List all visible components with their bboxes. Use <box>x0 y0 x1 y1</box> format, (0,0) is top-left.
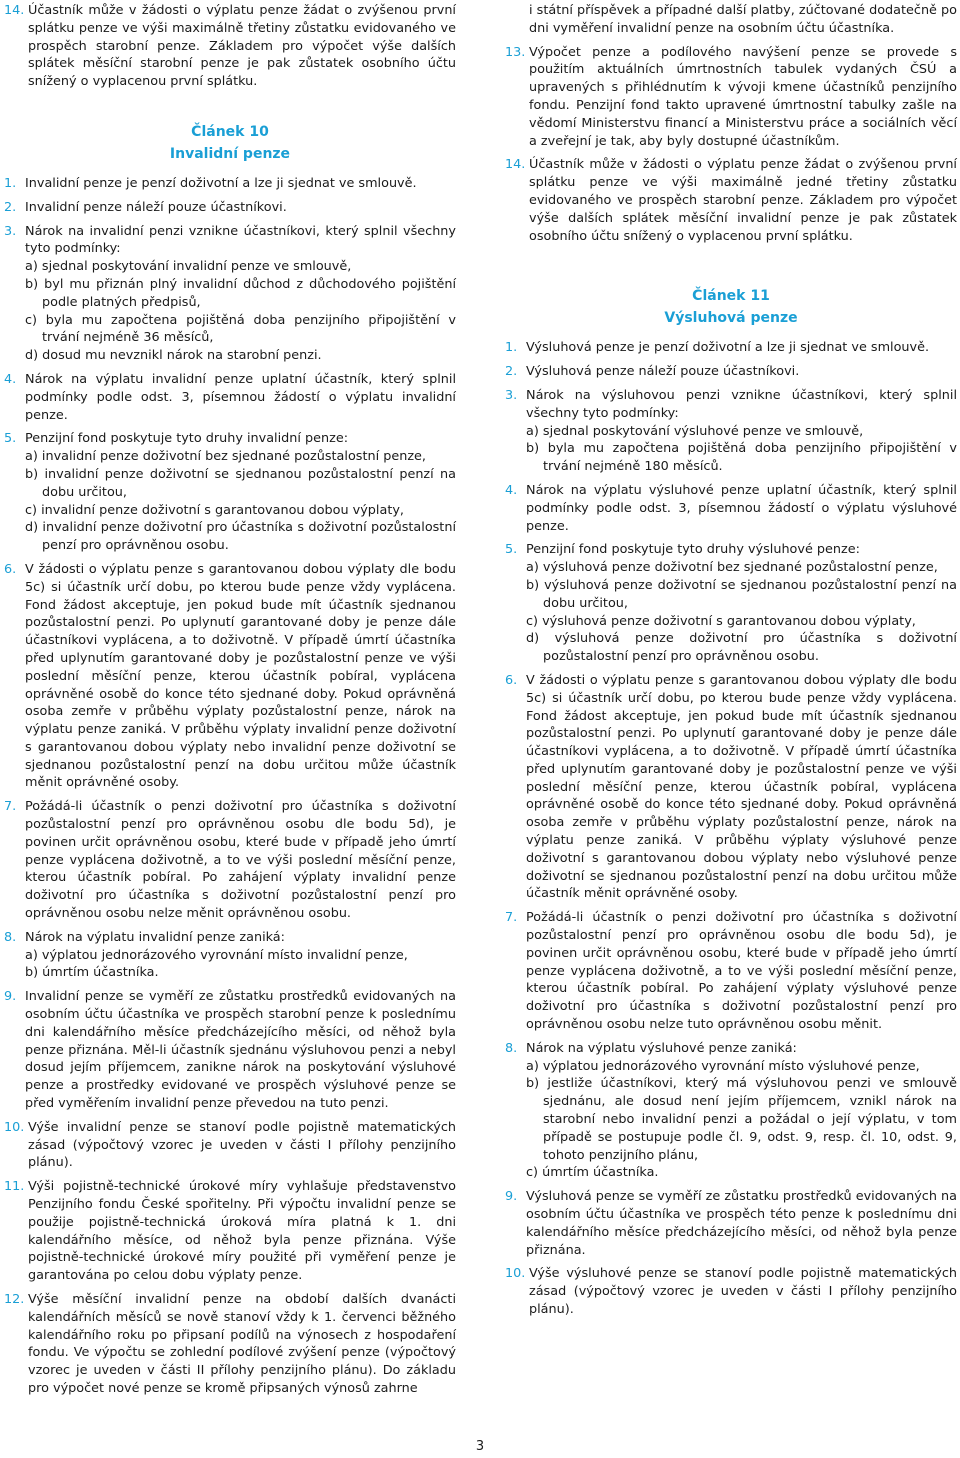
item-text: Účastník může v žádosti o výplatu penze žádat o zvýšenou první splátku penze ve výši maximálně jedné třetiny zůstatku evidovaného ve prospěch starobní penze. Základem pro výpočet výše dalších splátek měsíční invalidní penze je pak zůstatek osobního účtu snížený o vyplacenou první splátku. <box>529 157 957 244</box>
item-lead: Nárok na výplatu invalidní penze zaniká: <box>25 929 285 945</box>
item-number: 5. <box>505 542 518 558</box>
sub-item: d) výsluhová penze doživotní pro účastníka s doživotní pozůstalostní penzí pro oprávněnou osobu. <box>526 631 957 665</box>
paragraph-14-continued <box>4 2 456 91</box>
item-number: 1. <box>505 340 518 356</box>
sub-item: c) výsluhová penze doživotní s garantovanou dobou výplaty, <box>526 613 916 629</box>
item-lead: Penzijní fond poskytuje tyto druhy výsluhové penze: <box>526 542 860 558</box>
item-number: 4. <box>505 482 518 498</box>
list-item <box>505 339 957 357</box>
sub-item: c) úmrtím účastníka. <box>526 1165 659 1181</box>
item-text: Invalidní penze náleží pouze účastníkovi. <box>25 199 287 215</box>
item-number: 7. <box>4 799 17 815</box>
list-item <box>4 1178 456 1285</box>
item-text: i státní příspěvek a případné další platby, zúčtované dodatečně po dni vyměření invalidní penze na osobním účtu účastníka. <box>529 3 957 36</box>
item-number: 14. <box>505 157 526 173</box>
list-item <box>505 909 957 1034</box>
item-text: Výpočet penze a podílového navýšení penze se provede s použitím aktuálních úmrtnostních tabulek vydaných ČSÚ a upravených s přihlédnutím k vývoji kmene účastníků penzijního fondu. Penzijní fond takto upravené úmrtnostní tabulky zašle na vědomí Ministerstvu financí a Ministerstvu práce a sociálních věcí a zveřejní je tak, aby byly dostupné účastníkům. <box>529 44 957 149</box>
sub-item: a) výplatou jednorázového vyrovnání místo výsluhové penze, <box>526 1058 920 1074</box>
list-item <box>4 798 456 923</box>
item-text <box>526 541 957 666</box>
list-item <box>505 387 957 476</box>
list-item <box>4 561 456 792</box>
item-lead: Nárok na výplatu výsluhové penze zaniká: <box>526 1040 797 1056</box>
list-item <box>4 1119 456 1172</box>
item-text: Výše výsluhové penze se stanoví podle pojistně matematických zásad (výpočtový vzorec je uveden v části I přílohy penzijního plánu). <box>529 1266 957 1317</box>
item-text: Invalidní penze se vyměří ze zůstatku prostředků evidovaných na osobním účtu účastníka ve prospěch starobní penze k poslednímu dni kalendářního měsíce předcházejícího měsíci, od něhož byla penze přiznána. Měl-li účastník sjednánu výsluhovou penzi a nebyl dosud jejím příjemcem, zanikne nárok na poskytování výsluhové penze a prostředky evidované ve prospěch výsluhové penze se před vyměřením invalidní penze převedou na tuto penzi. <box>25 989 456 1112</box>
sub-item: c) invalidní penze doživotní s garantovanou dobou výplaty, <box>25 502 404 518</box>
item-text <box>25 223 456 365</box>
list-item <box>505 1265 957 1318</box>
item-text: Výše invalidní penze se stanoví podle pojistně matematických zásad (výpočtový vzorec je uveden v části I přílohy penzijního plánu). <box>28 1119 456 1171</box>
article-label: Článek 11 <box>692 288 770 305</box>
item-lead: Penzijní fond poskytuje tyto druhy invalidní penze: <box>25 431 349 447</box>
sub-item: a) výsluhová penze doživotní bez sjednané pozůstalostní penze, <box>526 560 938 576</box>
sub-item: d) dosud mu nevznikl nárok na starobní penzi. <box>25 348 322 364</box>
item-text <box>25 929 456 982</box>
item-number: 3. <box>4 223 17 239</box>
item-text <box>25 430 456 555</box>
sub-item: a) invalidní penze doživotní bez sjednané pozůstalostní penze, <box>25 449 426 465</box>
item-text: Účastník může v žádosti o výplatu penze žádat o zvýšenou první splátku penze ve výši maximálně třetiny zůstatku evidovaného ve prospěch starobní penze. Základem pro výpočet výše dalších splátek měsíční starobní penze je pak zůstatek osobního účtu snížený o vyplacenou první splátku. <box>28 3 456 90</box>
item-text: Nárok na výplatu invalidní penze uplatní účastník, který splnil podmínky podle odst. 3, písemnou žádostí o výplatu invalidní penze. <box>25 371 456 423</box>
list-item <box>4 175 456 193</box>
list-item <box>505 1188 957 1259</box>
item-text: V žádosti o výplatu penze s garantovanou dobou výplaty dle bodu 5c) si účastník určí dobu, po kterou bude penze vždy vyplácena. Fond žádost akceptuje, jen pokud bude mít účastník sjednanou pozůstalostní penzi. Po uplynutí garantované doby je penze dále účastníkovi vyplácena, a to doživotně. V případě úmrtí účastníka před uplynutím garantované doby je pozůstalostní penze ve výši poslední měsíční penze, kterou účastník pobíral, vyplácena oprávněné osobě do konce této sjednané doby. Pokud oprávněná osoba zemře v průběhu výplaty pozůstalostní penze, nárok na výplatu penze zaniká. V průběhu výplaty výsluhové penze doživotní s garantovanou dobou výplaty nebo výsluhové penze doživotní se sjednanou pozůstalostní penzí na dobu určitou může účastník měnit oprávněné osoby. <box>526 672 957 902</box>
sub-item: b) byla mu započtena pojištěná doba penzijního připojištění v trvání nejméně 180 měsíců. <box>526 441 957 475</box>
item-text: Výši pojistně-technické úrokové míry vyhlašuje představenstvo Penzijního fondu České spořitelny. Při výpočtu invalidní penze se použije pojistně-technická úroková míra platná k 1. dni kalendářního měsíce, od něhož byla penze přiznána. Výše pojistně-technické úrokové míry použité při vyměření penze je garantována po celou dobu výplaty penze. <box>28 1179 456 1284</box>
item-number: 3. <box>505 387 518 403</box>
list-item <box>4 1291 456 1398</box>
item-number: 9. <box>505 1189 518 1205</box>
item-text: Výše měsíční invalidní penze na období dalších dvanácti kalendářních měsíců se nově stanoví vždy k 1. červenci běžného kalendářního roku po připsaní podílů na výnosech z hospodaření fondu. Ve výpočtu se zohlední podílové zvýšení penze (výpočtový vzorec je uveden v části II přílohy penzijního plánu). Do základu pro výpočet nové penze se kromě připsaných výnosů zahrne <box>28 1292 456 1396</box>
sub-item: a) výplatou jednorázového vyrovnání místo invalidní penze, <box>25 947 408 963</box>
item-number: 1. <box>4 175 17 191</box>
article-10-heading <box>4 121 456 165</box>
paragraph-continued <box>505 2 957 38</box>
list-item <box>505 672 957 903</box>
item-number: 14. <box>4 3 25 18</box>
item-number: 11. <box>4 1179 25 1195</box>
item-text: Požádá-li účastník o penzi doživotní pro účastníka s doživotní pozůstalostní penzí pro oprávněnou osobu dle bodu 5d), je povinen určit oprávněnou osobu, které bude v případě jeho úmrtí penze vyplácena doživotně, a to ve výši poslední měsíční penze, kterou účastník pobíral. Po zahájení výplaty výsluhové penze doživotní pro účastníka s doživotní pozůstalostní penzí pro oprávněnou osobu nelze tuto oprávněnou osobu měnit. <box>526 910 957 1033</box>
list-item <box>505 482 957 535</box>
article-11-heading <box>505 285 957 329</box>
item-text: Výsluhová penze je penzí doživotní a lze ji sjednat ve smlouvě. <box>526 340 930 356</box>
item-number: 4. <box>4 371 17 387</box>
item-number: 8. <box>505 1040 518 1056</box>
left-column <box>4 2 456 1398</box>
item-text <box>526 387 957 476</box>
article-title: Invalidní penze <box>169 145 291 162</box>
article-title: Výsluhová penze <box>664 310 798 327</box>
item-number: 2. <box>4 199 17 215</box>
item-number: 5. <box>4 431 17 447</box>
sub-item: b) invalidní penze doživotní se sjednanou pozůstalostní penzí na dobu určitou, <box>25 466 456 500</box>
item-number: 2. <box>505 364 518 380</box>
sub-item: b) byl mu přiznán plný invalidní důchod z důchodového pojištění podle platných předpisů, <box>25 276 456 310</box>
sub-item: c) byla mu započtena pojištěná doba penzijního připojištění v trvání nejméně 36 měsíců, <box>25 312 456 346</box>
item-text <box>526 1040 957 1182</box>
list-item <box>505 541 957 666</box>
sub-item: b) výsluhová penze doživotní se sjednanou pozůstalostní penzí na dobu určitou, <box>526 577 957 611</box>
item-number: 9. <box>4 989 17 1005</box>
item-text: Nárok na výplatu výsluhové penze uplatní účastník, který splnil podmínky podle odst. 3, písemnou žádostí o výplatu výsluhové penze. <box>526 482 957 534</box>
page-number: 3 <box>475 1439 485 1454</box>
sub-item: b) jestliže účastníkovi, který má výsluhovou penzi ve smlouvě sjednánu, ale dosud není jejím příjemcem, vznikl nárok na starobní nebo invalidní penzi a požádal o její výplatu, v tom případě se postupuje podle čl. 9, odst. 9, resp. čl. 10, odst. 9, tohoto penzijního plánu, <box>526 1076 957 1163</box>
list-item <box>4 430 456 555</box>
item-number: 7. <box>505 910 518 926</box>
list-item <box>505 1040 957 1182</box>
list-item <box>4 223 456 365</box>
item-number: 13. <box>505 44 526 60</box>
list-item <box>505 156 957 245</box>
item-number: 10. <box>4 1119 25 1135</box>
item-text: Invalidní penze je penzí doživotní a lze ji sjednat ve smlouvě. <box>25 175 417 191</box>
item-text: Výsluhová penze se vyměří ze zůstatku prostředků evidovaných na osobním účtu účastníka ve prospěch této penze k poslednímu dni kalendářního měsíce předcházejícího měsíci, od něhož byla penze přiznána. <box>526 1189 957 1258</box>
sub-item: b) úmrtím účastníka. <box>25 965 159 981</box>
item-number: 10. <box>505 1266 526 1282</box>
sub-item: a) sjednal poskytování výsluhové penze ve smlouvě, <box>526 423 864 439</box>
list-item <box>505 363 957 381</box>
list-item <box>4 371 456 424</box>
item-number: 6. <box>505 672 518 688</box>
sub-item: d) invalidní penze doživotní pro účastníka s doživotní pozůstalostní penzí pro oprávněnou osobu. <box>25 520 456 554</box>
item-text: Výsluhová penze náleží pouze účastníkovi. <box>526 364 800 380</box>
item-lead: Nárok na invalidní penzi vznikne účastníkovi, který splnil všechny tyto podmínky: <box>25 223 456 257</box>
item-text: Požádá-li účastník o penzi doživotní pro účastníka s doživotní pozůstalostní penzí pro oprávněnou osobu dle bodu 5d), je povinen určit oprávněnou osobu, které bude v případě jeho úmrtí penze vyplácena doživotně, a to ve výši poslední měsíční penze, kterou účastník pobíral. Po zahájení výplaty invalidní penze doživotní pro účastníka s doživotní pozůstalostní penzí pro oprávněnou osobu nelze měnit oprávněnou osobu. <box>25 799 456 922</box>
sub-item: a) sjednal poskytování invalidní penze ve smlouvě, <box>25 259 352 275</box>
right-column <box>505 2 957 1319</box>
item-number: 8. <box>4 929 17 945</box>
item-lead: Nárok na výsluhovou penzi vznikne účastníkovi, který splnil všechny tyto podmínky: <box>526 387 957 421</box>
article-label: Článek 10 <box>191 123 269 140</box>
list-item <box>4 199 456 217</box>
item-text: V žádosti o výplatu penze s garantovanou dobou výplaty dle bodu 5c) si účastník určí dobu, po kterou bude penze vždy vyplácena. Fond žádost akceptuje, jen pokud bude mít účastník sjednanou pozůstalostní penzi. Po uplynutí garantované doby je penze dále účastníkovi vyplácena, a to doživotně. V případě úmrtí účastníka před uplynutím garantované doby je pozůstalostní penze ve výši poslední měsíční penze, kterou účastník pobíral, vyplácena oprávněné osobě do konce této sjednané doby. Pokud oprávněná osoba zemře v průběhu výplaty pozůstalostní penze, nárok na výplatu penze zaniká. V průběhu výplaty invalidní penze doživotní s garantovanou dobou výplaty nebo invalidní penze doživotní se sjednanou pozůstalostní penzí na dobu určitou může účastník měnit oprávněné osoby. <box>25 561 456 791</box>
list-item <box>4 988 456 1113</box>
list-item <box>4 929 456 982</box>
item-number: 12. <box>4 1292 25 1307</box>
item-number: 6. <box>4 561 17 577</box>
list-item <box>505 44 957 151</box>
